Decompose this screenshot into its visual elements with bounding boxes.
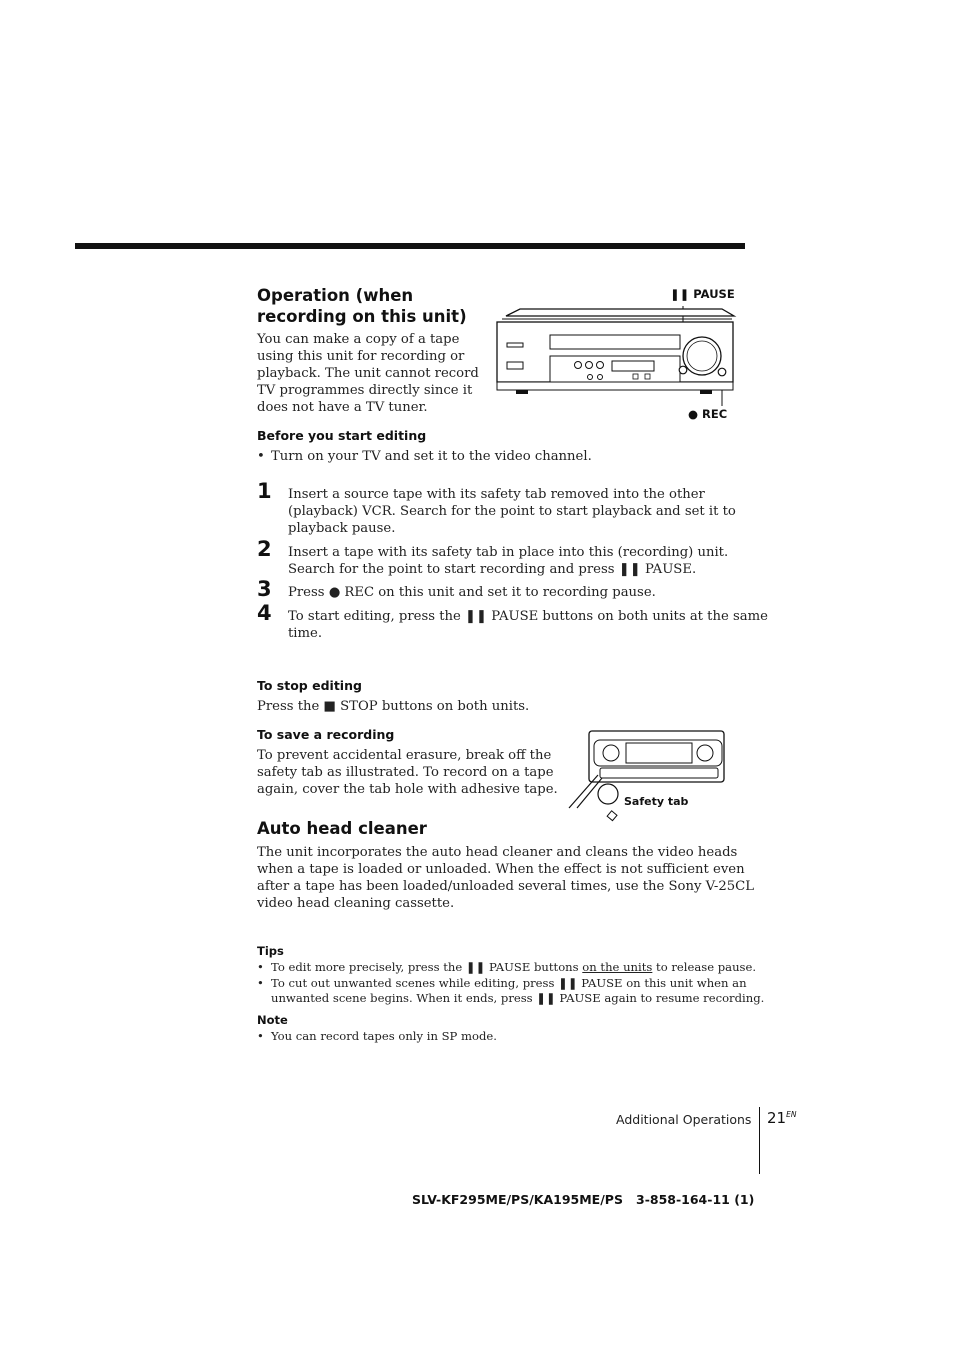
note-heading: Note: [257, 1013, 288, 1027]
rec-label: ● REC: [688, 407, 728, 421]
save-line: safety tab as illustrated. To record on a tape: [257, 765, 554, 780]
tip-text-part: to release pause.: [652, 960, 757, 974]
step-text: [288, 584, 656, 601]
bullet: •: [257, 960, 264, 974]
tip-text-underlined: on the units: [582, 960, 653, 974]
cleaner-line: after a tape has been loaded/unloaded several times, use the Sony V-25CL: [257, 879, 755, 894]
save-line: again, cover the tab hole with adhesive tape.: [257, 782, 558, 797]
model-number: SLV-KF295ME/PS/KA195ME/PS: [412, 1192, 623, 1207]
tip-text-part: To edit more precisely, press the ❚❚ PAUSE buttons: [271, 960, 583, 974]
operation-intro: [257, 331, 482, 416]
before-editing-bullet: [257, 448, 592, 465]
vcr-illustration: [494, 298, 744, 408]
tips-heading: Tips: [257, 944, 284, 958]
step-number: 4: [257, 601, 272, 625]
step-text: [288, 544, 728, 578]
note-item: [257, 1029, 497, 1044]
before-editing-heading: Before you start editing: [257, 428, 427, 443]
intro-line: playback. The unit cannot record: [257, 366, 479, 381]
cleaner-line: The unit incorporates the auto head cleaner and cleans the video heads: [257, 845, 738, 860]
step-line: Press ● REC on this unit and set it to recording pause.: [288, 585, 656, 600]
bullet: •: [257, 1029, 264, 1043]
title-line-2: recording on this unit): [257, 307, 467, 326]
step-number: 1: [257, 479, 272, 503]
tip-item: [257, 960, 756, 975]
step-text: [288, 486, 736, 537]
safety-tab-label: Safety tab: [624, 795, 689, 808]
intro-line: You can make a copy of a tape: [257, 332, 460, 347]
tip-line: To cut out unwanted scenes while editing, press ❚❚ PAUSE on this unit when an: [271, 976, 747, 990]
stop-editing-heading: To stop editing: [257, 678, 362, 693]
tip-item: [257, 976, 764, 1006]
step-line: To start editing, press the ❚❚ PAUSE buttons on both units at the same: [288, 609, 768, 624]
save-recording-text: [257, 747, 558, 798]
document-code: 3-858-164-11 (1): [636, 1192, 755, 1207]
cleaner-text: [257, 844, 754, 912]
step-number: 3: [257, 577, 272, 601]
step-text: [288, 608, 768, 642]
title-line-1: Operation (when: [257, 286, 414, 305]
step-line: Insert a tape with its safety tab in place into this (recording) unit.: [288, 545, 729, 560]
save-line: To prevent accidental erasure, break off the: [257, 748, 552, 763]
page-number: [767, 1109, 796, 1127]
intro-line: TV programmes directly since it: [257, 383, 473, 398]
stop-editing-text: Press the ■ STOP buttons on both units.: [257, 699, 530, 714]
bullet: •: [257, 449, 265, 464]
page-number-suffix: EN: [786, 1110, 797, 1119]
cassette-illustration: [562, 728, 728, 824]
intro-line: does not have a TV tuner.: [257, 400, 428, 415]
bullet-text: Turn on your TV and set it to the video channel.: [271, 449, 592, 464]
tip-line: unwanted scene begins. When it ends, press ❚❚ PAUSE again to resume recording.: [271, 991, 765, 1005]
page-number-value: 21: [767, 1109, 787, 1127]
section-title-operation: [257, 285, 467, 327]
cleaner-line: when a tape is loaded or unloaded. When the effect is not sufficient even: [257, 862, 745, 877]
tip-text: [271, 976, 764, 1006]
footer-divider: [759, 1107, 760, 1174]
note-text: You can record tapes only in SP mode.: [271, 1029, 497, 1043]
section-title-cleaner: Auto head cleaner: [257, 819, 427, 838]
step-line: Search for the point to start recording and press ❚❚ PAUSE.: [288, 562, 697, 577]
footer-section-name: Additional Operations: [616, 1112, 752, 1127]
intro-line: using this unit for recording or: [257, 349, 465, 364]
bullet: •: [257, 976, 264, 990]
step-number: 2: [257, 537, 272, 561]
step-line: time.: [288, 626, 323, 641]
pause-label: ❚❚ PAUSE: [670, 287, 735, 301]
save-recording-heading: To save a recording: [257, 727, 395, 742]
cleaner-line: video head cleaning cassette.: [257, 896, 455, 911]
step-line: Insert a source tape with its safety tab removed into the other: [288, 487, 705, 502]
step-line: (playback) VCR. Search for the point to start playback and set it to: [288, 504, 736, 519]
step-line: playback pause.: [288, 521, 396, 536]
top-rule: [75, 243, 745, 249]
tip-text: [271, 960, 756, 975]
